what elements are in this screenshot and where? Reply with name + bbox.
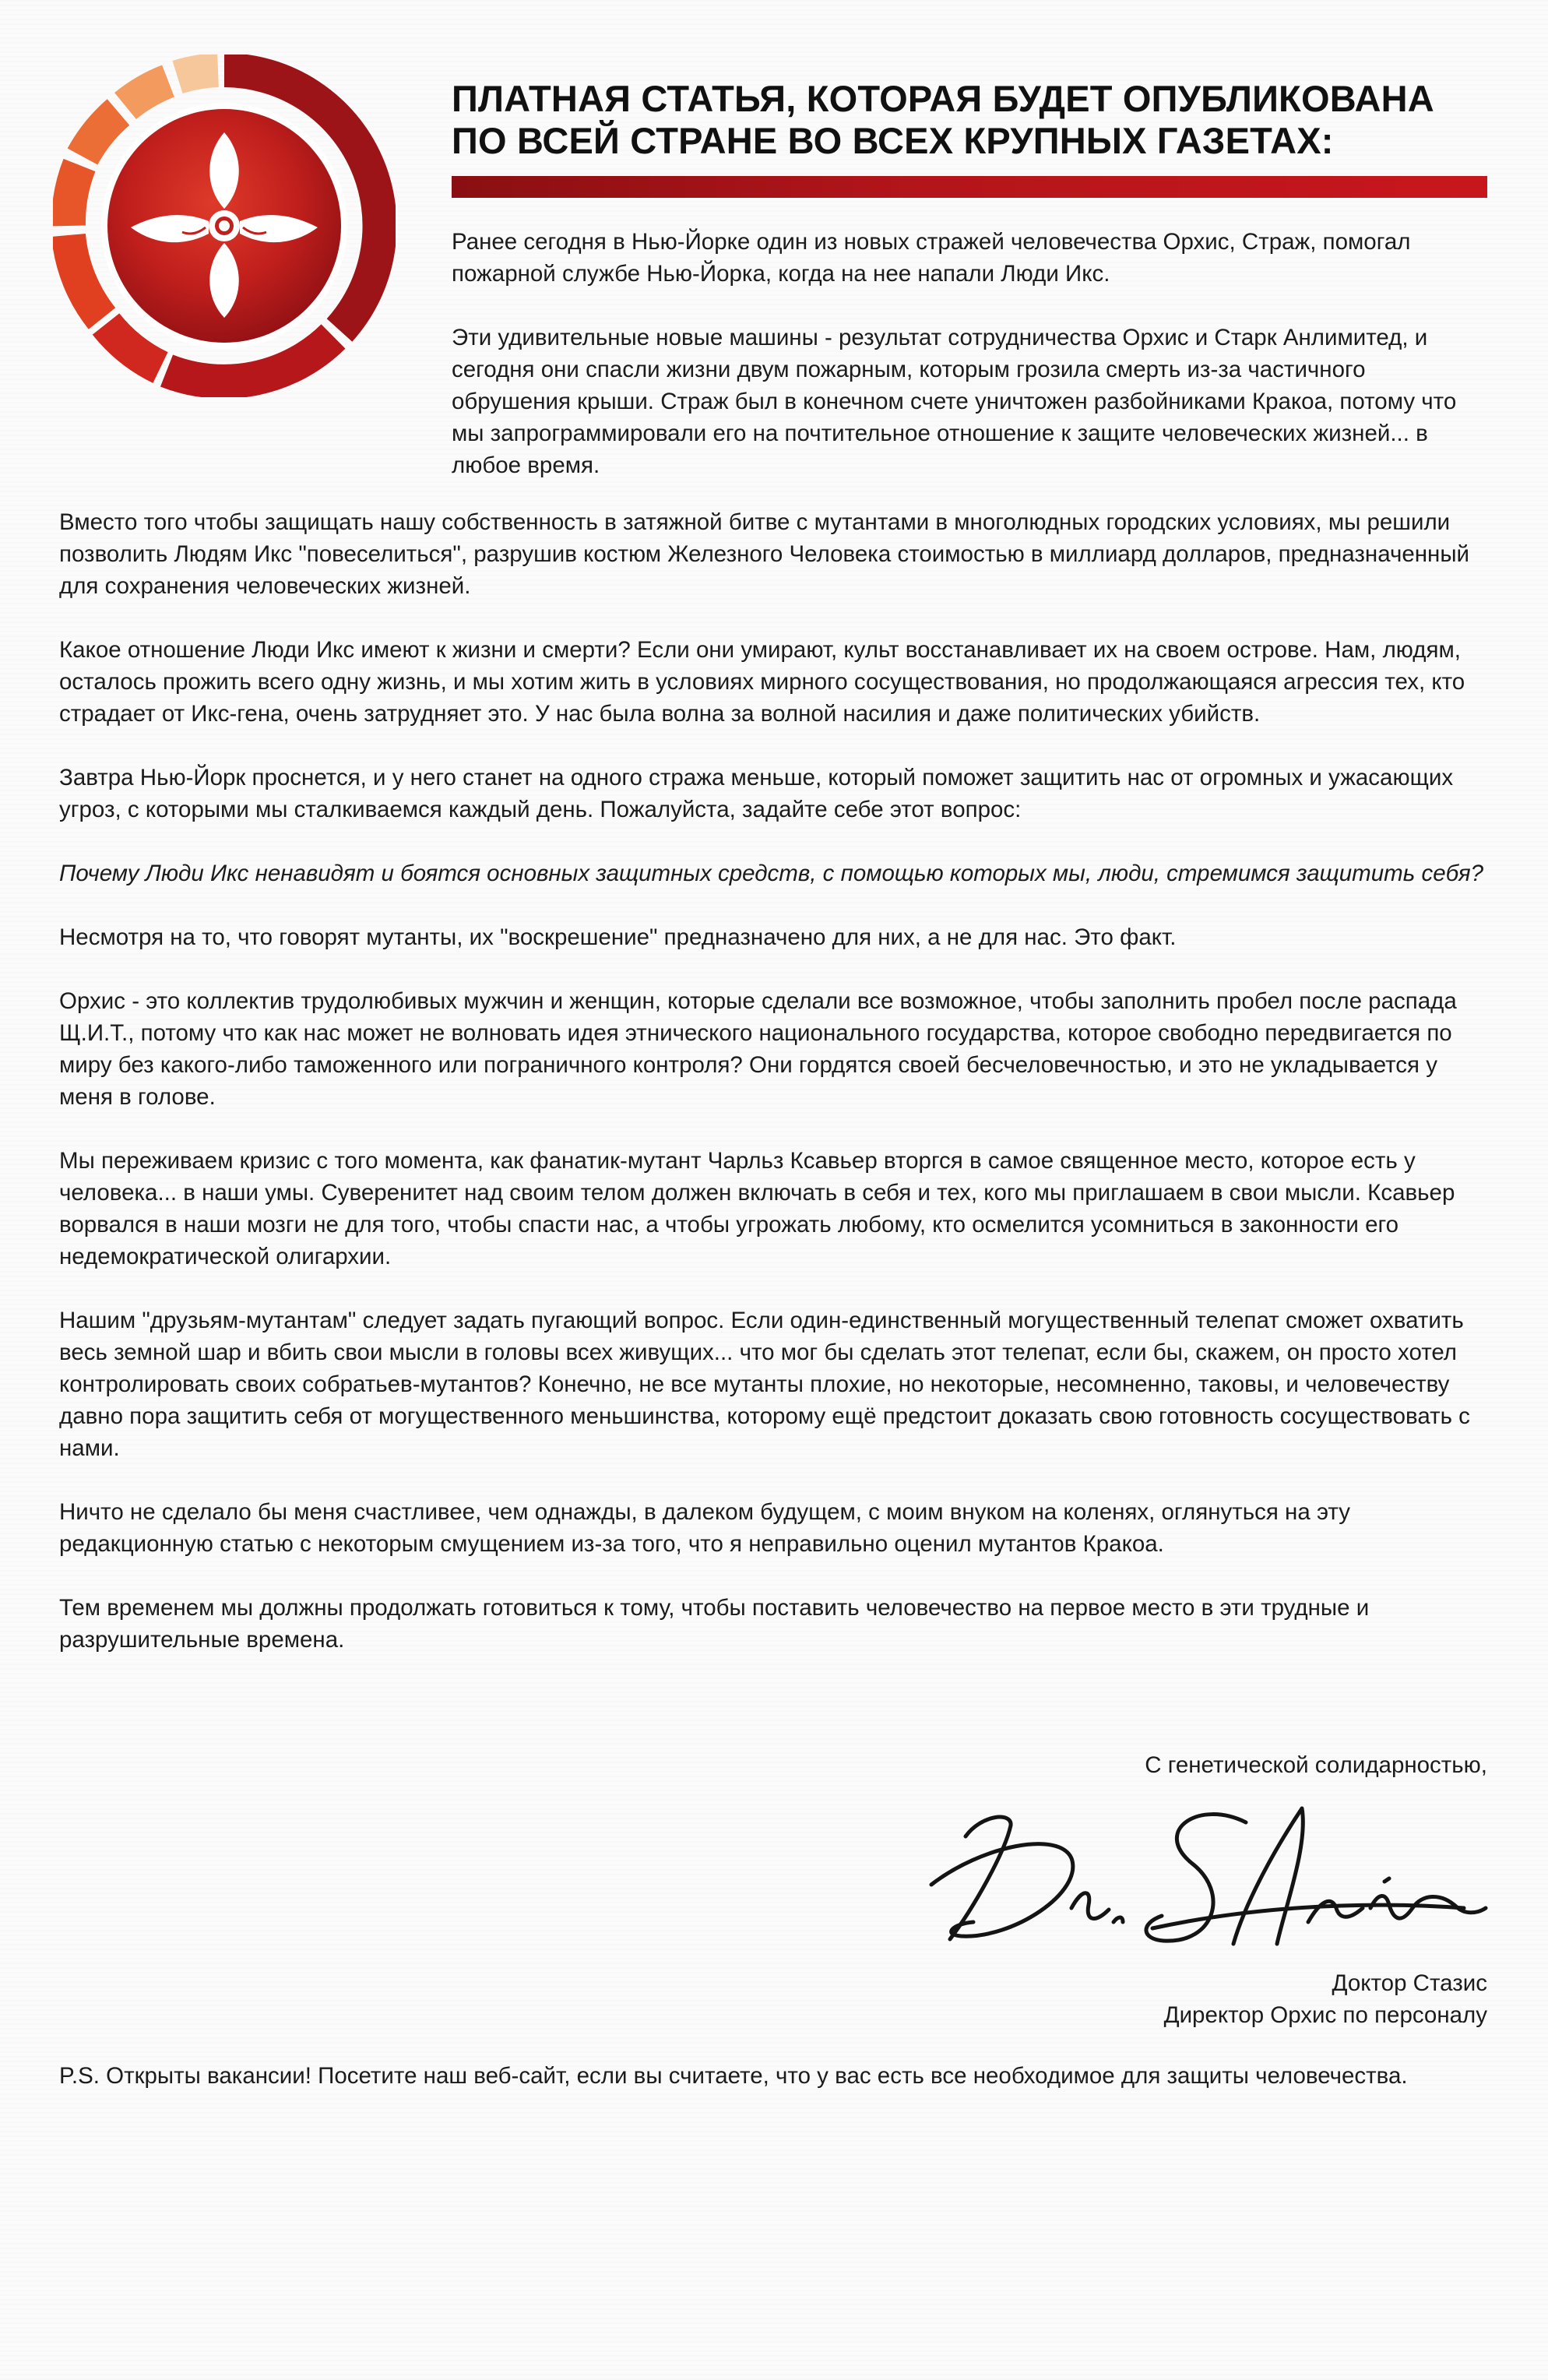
body-paragraph: Несмотря на то, что говорят мутанты, их "воскрешение" предназначено для них, а не для нас. Это факт. <box>59 924 1177 950</box>
body-paragraph: Какое отношение Люди Икс имеют к жизни и смерти? Если они умирают, культ восстанавливает их на своем острове. Нам, людям, осталось прожить всего одну жизнь, и мы хотим жить в условиях мирного сосуществования, но продолжающаяся агрессия тех, кто страдает от Икс-гена, очень затрудняет это. У нас была волна за волной насилия и даже политических убийств. <box>59 637 1465 727</box>
intro-paragraph: Эти удивительные новые машины - результат сотрудничества Орхис и Старк Анлимитед, и сегодня они спасли жизни двум пожарным, которым грозила смерть из-за частичного обрушения крыши. Страж был в конечном счете уничтожен разбойниками Кракоа, потому что мы запрограммировали его на почтительное отношение к защите человеческих жизней... в любое время. <box>452 325 1457 478</box>
signature-icon <box>919 1791 1495 1970</box>
body-paragraph: Завтра Нью-Йорк проснется, и у него станет на одного стража меньше, который поможет защитить нас от огромных и ужасающих угроз, с которыми мы сталкиваемся каждый день. Пожалуйста, задайте себе этот вопрос: <box>59 765 1454 822</box>
body-paragraph: Ничто не сделало бы меня счастливее, чем однажды, в далеком будущем, с моим внуком на коленях, оглянуться на эту редакционную статью с некоторым смущением из-за того, что я неправильно оценил мутантов Кракоа. <box>59 1499 1350 1557</box>
headline-line-1: ПЛАТНАЯ СТАТЬЯ, КОТОРАЯ БУДЕТ ОПУБЛИКОВАНА <box>452 78 1434 119</box>
signer-name: Доктор Стазис <box>1332 1970 1487 1996</box>
headline-accent-bar <box>452 176 1487 198</box>
article-body <box>59 506 1492 1688</box>
body-question: Почему Люди Икс ненавидят и боятся основных защитных средств, с помощью которых мы, люди, стремимся защитить себя? <box>59 861 1484 886</box>
body-paragraph: Тем временем мы должны продолжать готовиться к тому, чтобы поставить человечество на первое место в эти трудные и разрушительные времена. <box>59 1595 1370 1653</box>
headline-line-2: ПО ВСЕЙ СТРАНЕ ВО ВСЕХ КРУПНЫХ ГАЗЕТАХ: <box>452 120 1334 161</box>
signer-title: Директор Орхис по персоналу <box>1163 2002 1487 2028</box>
headline <box>452 78 1495 162</box>
postscript: P.S. Открыты вакансии! Посетите наш веб-сайт, если вы считаете, что у вас есть все необходимое для защиты человечества. <box>59 2063 1408 2089</box>
body-paragraph: Нашим "друзьям-мутантам" следует задать пугающий вопрос. Если один-единственный могущественный телепат сможет охватить весь земной шар и вбить свои мысли в головы всех живущих... что мог бы сделать этот телепат, если бы, скажем, он просто хотел контролировать своих собратьев-мутантов? Конечно, не все мутанты плохие, но некоторые, несомненно, таковы, и человечеству давно пора защитить себя от могущественного меньшинства, которому ещё предстоит доказать свою готовность сосуществовать с нами. <box>59 1308 1470 1461</box>
signer-block <box>1164 1967 1487 2031</box>
intro-section <box>452 226 1487 513</box>
body-paragraph: Орхис - это коллектив трудолюбивых мужчин и женщин, которые сделали все возможное, чтобы заполнить пробел после распада Щ.И.Т., потому что как нас может не волновать идея этнического национального государства, которое свободно передвигается по миру без какого-либо таможенного или пограничного контроля? Они гордятся своей бесчеловечностью, и это не укладывается у меня в голове. <box>59 988 1457 1110</box>
orchis-logo-icon <box>53 55 396 397</box>
closing-line: С генетической солидарностью, <box>1145 1752 1487 1778</box>
intro-paragraph: Ранее сегодня в Нью-Йорке один из новых стражей человечества Орхис, Страж, помогал пожарной службе Нью-Йорка, когда на нее напали Люди Икс. <box>452 229 1411 287</box>
body-paragraph: Вместо того чтобы защищать нашу собственность в затяжной битве с мутантами в многолюдных городских условиях, мы решили позволить Людям Икс "повеселиться", разрушив костюм Железного Человека стоимостью в миллиард долларов, предназначенный для сохранения человеческих жизней. <box>59 509 1469 599</box>
body-paragraph: Мы переживаем кризис с того момента, как фанатик-мутант Чарльз Ксавьер вторгся в самое священное место, которое есть у человека... в наши умы. Суверенитет над своим телом должен включать в себя и тех, кого мы приглашаем в свои мысли. Ксавьер ворвался в наши мозги не для того, чтобы спасти нас, а чтобы угрожать любому, кто осмелится усомниться в законности его недемократической олигархии. <box>59 1148 1455 1269</box>
